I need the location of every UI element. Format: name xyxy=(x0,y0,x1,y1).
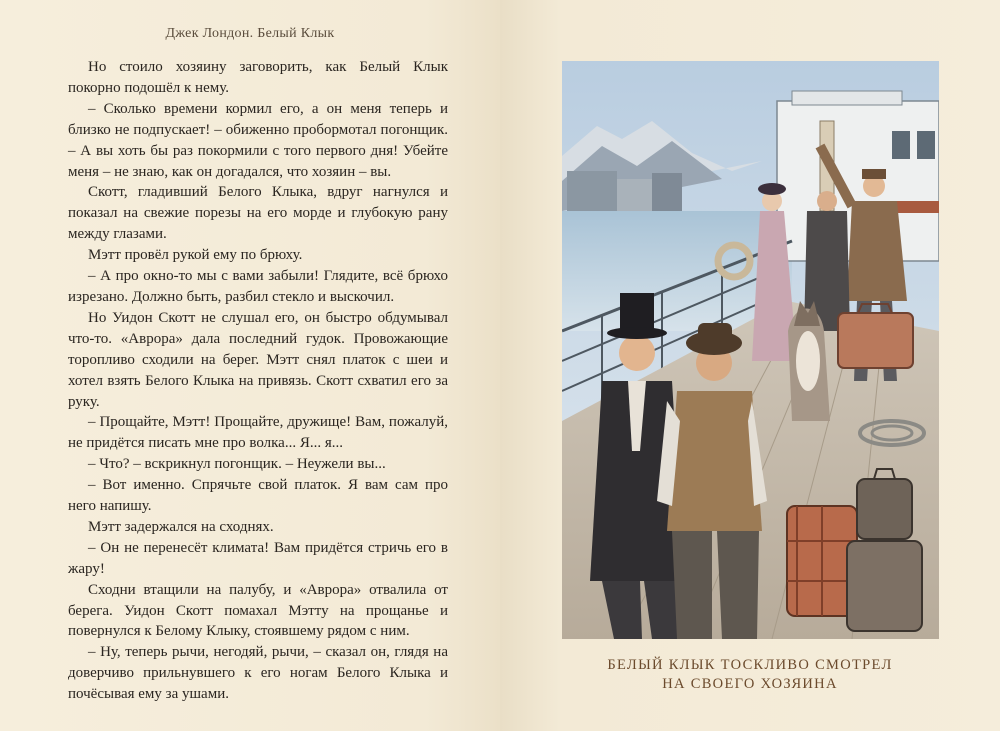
paragraph: Но Уидон Скотт не слушал его, он быстро обдумывал что-то. «Аврора» дала последний гудок. Провожающие торопливо сходили на берег. Мэтт снял платок с шеи и хотел взять Белого Клыка на привязь. Скотт схватил его за руку. xyxy=(68,309,448,410)
paragraph: – Он не перенесёт климата! Вам придётся стричь его в жару! xyxy=(68,539,448,577)
paragraph: Сходни втащили на палубу, и «Аврора» отвалила от берега. Уидон Скотт помахал Мэтту на прощанье и повернулся к Белому Клыку, стоявшему рядом с ним. xyxy=(68,581,448,640)
paragraph: – А про окно-то мы с вами забыли! Глядите, всё брюхо изрезано. Должно быть, разбил стекло и выскочил. xyxy=(68,268,448,305)
paragraph: – Ну, теперь рычи, негодяй, рычи, – сказал он, глядя на доверчиво прильнувшего к его ногам Белого Клыка и почёсывая ему за ушами. xyxy=(68,644,448,703)
caption-line: БЕЛЫЙ КЛЫК ТОСКЛИВО СМОТРЕЛ xyxy=(607,657,893,673)
paragraph: – Прощайте, Мэтт! Прощайте, дружище! Вам, пожалуй, не придётся писать мне про волка... Я... я... xyxy=(68,414,448,452)
paragraph: Скотт, гладивший Белого Клыка, вдруг нагнулся и показал на свежие порезы на его морде и глубокую рану между глазами. xyxy=(68,184,448,243)
right-page xyxy=(500,0,1000,731)
paragraph: – Сколько времени кормил его, а он меня теперь и близко не подпускает! – обиженно пробормотал погонщик. – А вы хоть бы раз покормили с того первого дня! Убейте меня – не знаю, как он догадался, что хозяин – вы. xyxy=(68,100,448,180)
paragraph: Но стоило хозяину заговорить, как Белый Клык покорно подошёл к нему. xyxy=(68,59,448,96)
running-head: Джек Лондон. Белый Клык xyxy=(165,26,335,41)
caption-line: НА СВОЕГО ХОЗЯИНА xyxy=(662,676,838,692)
paragraph: – Вот именно. Спрячьте свой платок. Я вам сам про него напишу. xyxy=(68,477,448,515)
paragraph: Мэтт провёл рукой ему по брюху. xyxy=(88,247,303,264)
story-text xyxy=(68,57,448,705)
paragraph: – Что? – вскрикнул погонщик. – Неужели вы... xyxy=(88,456,386,473)
illustration-caption xyxy=(500,656,1000,694)
ship-deck-illustration xyxy=(562,61,939,639)
paragraph: Мэтт задержался на сходнях. xyxy=(88,518,274,535)
